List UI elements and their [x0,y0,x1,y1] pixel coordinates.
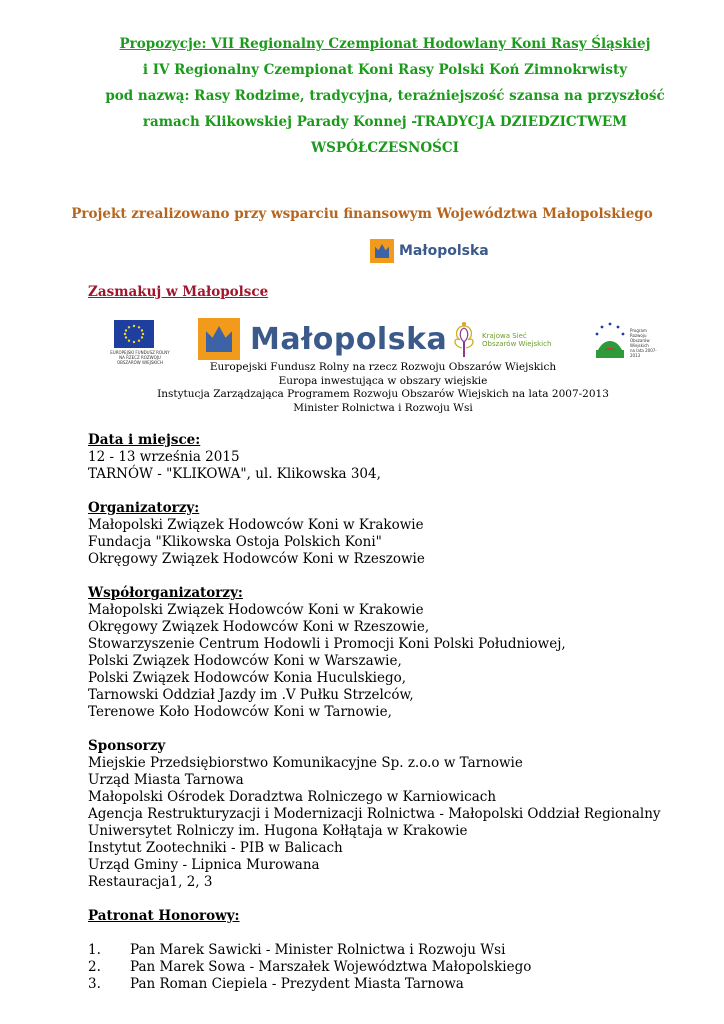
project-funding-line: Projekt zrealizowano przy wsparciu finansowym Województwa Małopolskiego [71,206,653,222]
title-line-4: ramach Klikowskiej Parady Konnej -TRADYCJA DZIEDZICTWEM [142,114,628,130]
co-organizer-item: Stowarzyszenie Centrum Hodowli i Promocji Koni Polski Południowej, [88,636,566,652]
patronat-item [88,942,661,959]
organizer-item: Małopolski Związek Hodowców Koni w Krakowie [88,517,424,533]
sponsor-item: Urząd Miasta Tarnowa [88,772,244,788]
organizatorzy-heading: Organizatorzy: [88,500,200,516]
funds-line-3: Instytucja Zarządzająca Programem Rozwoju Obszarów Wiejskich na lata 2007-2013 [157,388,609,400]
title-line-1: Propozycje: VII Regionalny Czempionat Hodowlany Koni Rasy Śląskiej [119,36,651,52]
funds-line-1: Europejski Fundusz Rolny na rzecz Rozwoju Obszarów Wiejskich [209,361,557,373]
ksow-flower-icon [450,320,478,358]
eu-flag-icon [114,320,154,348]
sponsor-item: Restauracja1, 2, 3 [88,874,213,890]
co-organizer-item: Polski Związek Hodowców Konia Huculskiego, [88,670,407,686]
ksow-line-2: Obszarów Wiejskich [482,340,552,348]
patronat-number: 3. [88,976,101,992]
organizer-item: Fundacja "Klikowska Ostoja Polskich Koni" [88,534,382,550]
eu-fund-caption: EUROPEJSKI FUNDUSZ ROLNY NA RZECZ ROZWOJU OBSZARÓW WIEJSKICH [110,350,170,365]
co-organizer-item: Polski Związek Hodowców Koni w Warszawie, [88,653,402,669]
document-body [88,432,661,993]
prow-line-3: Obszarów [630,338,650,343]
patronat-heading: Patronat Honorowy: [88,908,240,924]
prow-line-1: Program [630,328,647,333]
prow-logo [592,320,662,362]
zasmakuj-heading: Zasmakuj w Małopolsce [88,284,269,300]
sponsor-item: Agencja Restrukturyzacji i Modernizacji Rolnictwa - Małopolski Oddział Regionalny [88,806,661,822]
event-place: TARNÓW - "KLIKOWA", ul. Klikowska 304, [88,466,381,482]
document-title [40,31,724,161]
malopolska-logo-text: Małopolska [250,321,448,357]
sponsorzy-heading: Sponsorzy [88,738,166,754]
malopolska-logo-small [370,239,490,265]
data-miejsce-heading: Data i miejsce: [88,432,201,448]
malopolska-logo-text: Małopolska [399,243,489,259]
co-organizer-item: Tarnowski Oddział Jazdy im .V Pułku Strzelców, [88,687,414,703]
funds-line-2: Europa inwestująca w obszary wiejskie [278,374,488,387]
title-line-2: i IV Regionalny Czempionat Koni Rasy Polski Koń Zimnokrwisty [142,62,628,78]
prow-emblem-icon [592,320,628,360]
sponsor-item: Małopolski Ośrodek Doradztwa Rolniczego w Karniowicach [88,789,497,805]
patronat-item [88,959,661,976]
co-organizer-item: Terenowe Koło Hodowców Koni w Tarnowie, [88,704,392,720]
sponsor-logos-row [110,318,660,366]
funds-info [0,361,724,415]
title-line-3: pod nazwą: Rasy Rodzime, tradycyjna, teraźniejszość szansa na przyszłość [105,88,665,104]
patronat-item [88,976,661,993]
sponsor-item: Miejskie Przedsiębiorstwo Komunikacyjne Sp. z.o.o w Tarnowie [88,755,523,771]
ksow-logo [450,320,570,360]
prow-text [630,328,662,358]
co-organizer-item: Okręgowy Związek Hodowców Koni w Rzeszowie, [88,619,430,635]
patronat-number: 1. [88,942,101,958]
ksow-text [482,332,551,348]
prow-line-2: Rozwoju [630,333,647,338]
prow-line-5: na lata 2007-2013 [630,348,657,358]
prow-line-4: Wiejskich [630,343,649,348]
event-date: 12 - 13 września 2015 [88,449,240,465]
ksow-line-1: Krajowa Sieć [482,332,527,340]
funds-line-4: Minister Rolnictwa i Rozwoju Wsi [293,401,473,414]
organizer-item: Okręgowy Związek Hodowców Koni w Rzeszowie [88,551,425,567]
patronat-text: Pan Roman Ciepiela - Prezydent Miasta Tarnowa [130,976,464,992]
sponsor-item: Uniwersytet Rolniczy im. Hugona Kołłątaja w Krakowie [88,823,468,839]
title-line-5: WSPÓŁCZESNOŚCI [311,140,459,156]
patronat-list [88,942,661,993]
sponsor-item: Urząd Gminy - Lipnica Murowana [88,857,320,873]
malopolska-crown-icon [198,318,240,360]
wspolorganizatorzy-heading: Współorganizatorzy: [88,585,243,601]
patronat-text: Pan Marek Sowa - Marszałek Województwa Małopolskiego [130,959,532,975]
malopolska-crown-icon [370,239,394,263]
patronat-text: Pan Marek Sawicki - Minister Rolnictwa i Rozwoju Wsi [130,942,506,958]
co-organizer-item: Małopolski Związek Hodowców Koni w Krakowie [88,602,424,618]
patronat-number: 2. [88,959,101,975]
sponsor-item: Instytut Zootechniki - PIB w Balicach [88,840,343,856]
malopolska-logo-large [198,318,447,362]
